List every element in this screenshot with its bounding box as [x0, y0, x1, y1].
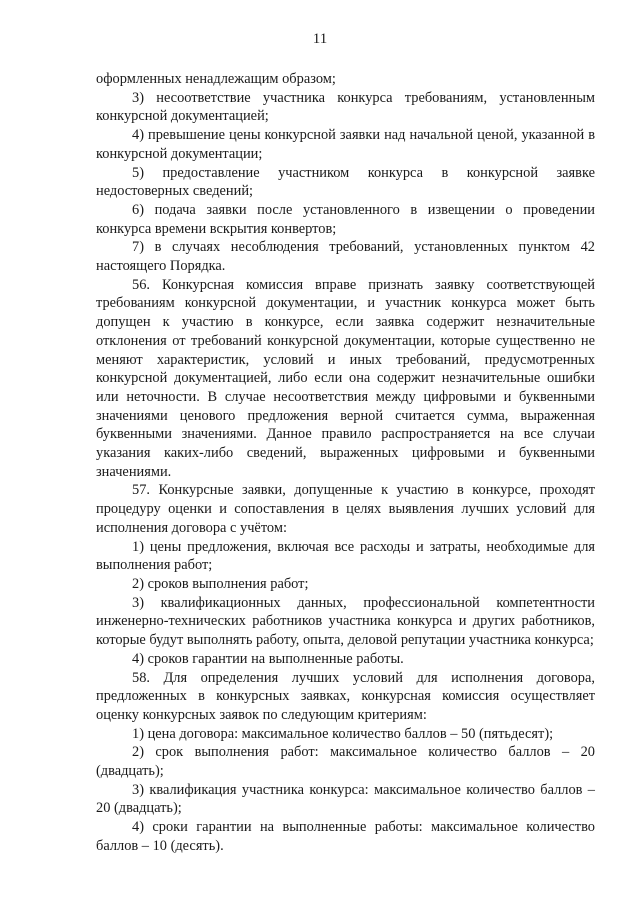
page-number: 11 — [312, 31, 328, 47]
clause-58-item-1: 1) цена договора: максимальное количество баллов – 50 (пятьдесят); — [132, 725, 554, 742]
paragraph-item-3: 3) несоответствие участника конкурса требованиям, установленным конкурсной документацией; — [96, 89, 595, 125]
paragraph-item-5: 5) предоставление участником конкурса в конкурсной заявке недостоверных сведений; — [96, 164, 595, 200]
clause-57-item-3: 3) квалификационных данных, профессиональной компетентности инженерно-технических работников участника конкурса и других работников, которые будут выполнять работу, опыта, деловой репутации участника конкурса; — [96, 594, 595, 649]
clause-58-item-2: 2) срок выполнения работ: максимальное количество баллов – 20 (двадцать); — [96, 744, 595, 780]
clause-57-item-2: 2) сроков выполнения работ; — [132, 575, 309, 592]
clause-57-item-4: 4) сроков гарантии на выполненные работы. — [132, 650, 404, 667]
document-body — [96, 70, 595, 856]
clause-57: 57. Конкурсные заявки, допущенные к участию в конкурсе, проходят процедуру оценки и сопоставления в целях выявления лучших условий для исполнения договора с учётом: — [96, 482, 595, 536]
clause-57-item-1: 1) цены предложения, включая все расходы и затраты, необходимые для выполнения работ; — [96, 538, 595, 574]
clause-56: 56. Конкурсная комиссия вправе признать заявку соответствующей требованиям конкурсной документации, и участник конкурса может быть допущен к участию в конкурсе, если заявка содержит незначительные отклонения от требований конкурсной документации, которые существенно не меняют характеристик, условий и иных требований, предусмотренных конкурсной документацией, либо если она содержит незначительные ошибки или неточности. В случае несоответствия между цифровыми и буквенными значениями ценового предложения верной считается сумма, выраженная буквенными значениями. Данное правило распространяется на все случаи указания каких-либо сведений, выраженных цифровыми и буквенными значениями. — [96, 276, 595, 480]
paragraph-item-6: 6) подача заявки после установленного в извещении о проведении конкурса времени вскрытия конвертов; — [96, 201, 595, 237]
paragraph-item-7: 7) в случаях несоблюдения требований, установленных пунктом 42 настоящего Порядка. — [96, 239, 595, 275]
paragraph-item-4: 4) превышение цены конкурсной заявки над начальной ценой, указанной в конкурсной документации; — [96, 127, 595, 162]
clause-58-item-3: 3) квалификация участника конкурса: максимальное количество баллов – 20 (двадцать); — [96, 781, 595, 817]
paragraph-continuation: оформленных ненадлежащим образом; — [96, 71, 336, 87]
clause-58: 58. Для определения лучших условий для исполнения договора, предложенных в конкурсных заявках, конкурсная комиссия осуществляет оценку конкурсных заявок по следующим критериям: — [96, 669, 595, 723]
clause-58-item-4: 4) сроки гарантии на выполненные работы: максимальное количество баллов – 10 (десять). — [96, 819, 595, 854]
